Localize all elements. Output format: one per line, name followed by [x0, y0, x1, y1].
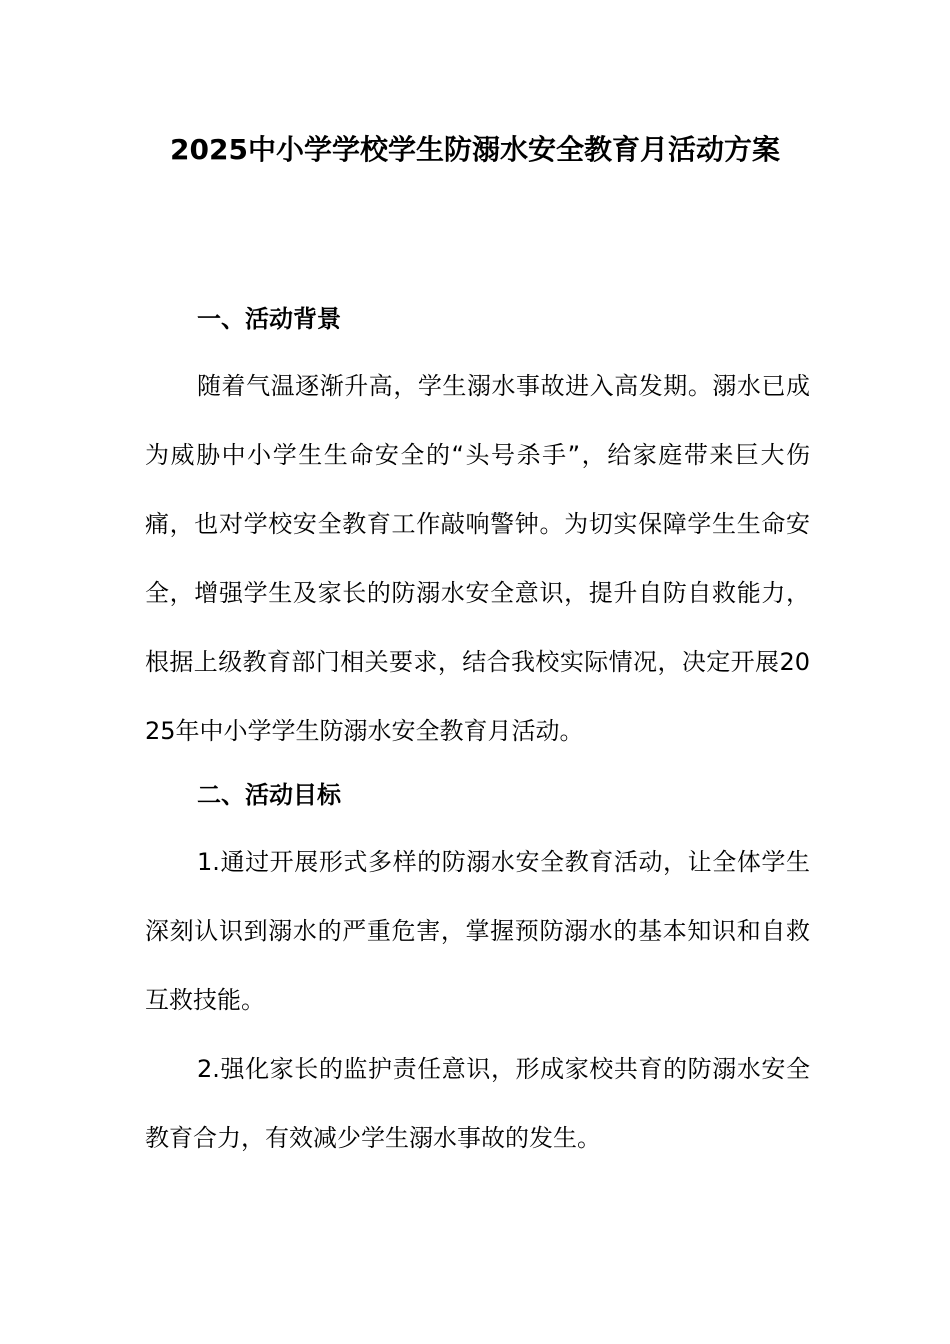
- paragraph-goal-2: 2.强化家长的监护责任意识，形成家校共育的防溺水安全教育合力，有效减少学生溺水事故的发生。: [145, 1055, 810, 1152]
- section-heading-goals: 二、活动目标: [197, 781, 341, 809]
- paragraph-goal-1: 1.通过开展形式多样的防溺水安全教育活动，让全体学生深刻认识到溺水的严重危害，掌握预防溺水的基本知识和自救互救技能。: [145, 848, 810, 1014]
- paragraph-background: 随着气温逐渐升高，学生溺水事故进入高发期。溺水已成为威胁中小学生生命安全的“头号杀手”，给家庭带来巨大伤痛，也对学校安全教育工作敲响警钟。为切实保障学生生命安全，增强学生及家长的防溺水安全意识，提升自防自救能力，根据上级教育部门相关要求，结合我校实际情况，决定开展2025年中小学学生防溺水安全教育月活动。: [145, 372, 810, 745]
- section-heading-background: 一、活动背景: [197, 305, 341, 333]
- document-body: [145, 290, 810, 1173]
- document-title: 2025中小学学校学生防溺水安全教育月活动方案: [170, 133, 780, 166]
